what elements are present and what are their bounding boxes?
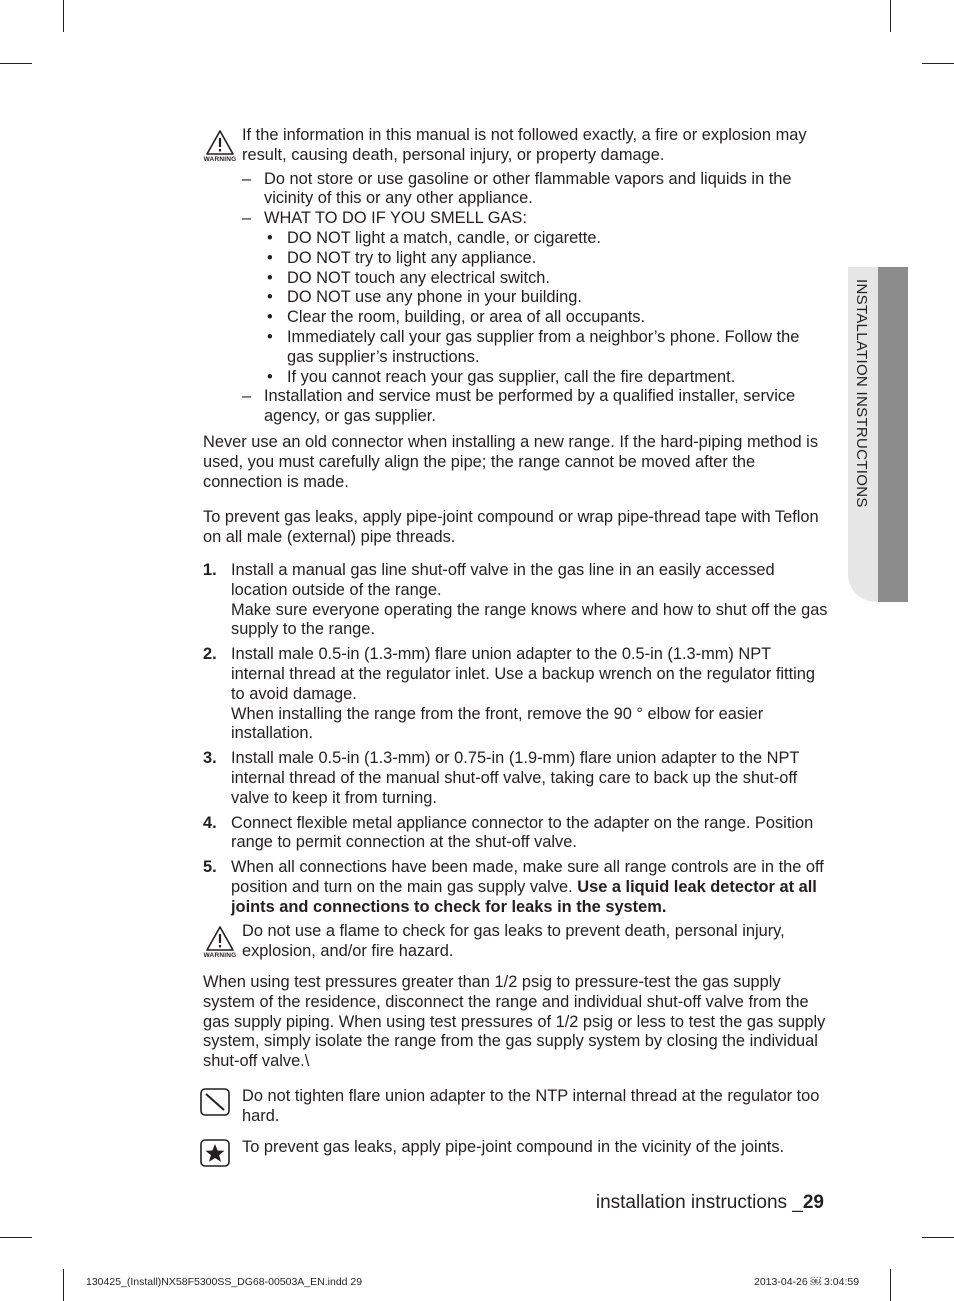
main-content (203, 126, 828, 1157)
warning-icon (200, 128, 240, 164)
slug-filename: 130425_(Install)NX58F5300SS_DG68-00503A_EN.indd 29 (86, 1276, 363, 1288)
list-item: • If you cannot reach your gas supplier, call the fire department. (267, 367, 736, 386)
step-item: 1. Install a manual gas line shut-off valve in the gas line in an easily accessed location outside of the range. Make sure everyone operating the range knows where and how to shut off the gas supply to the range. (203, 560, 828, 639)
install-steps (203, 561, 828, 918)
tip-note (203, 1138, 828, 1158)
warning-label: WARNING (203, 156, 237, 163)
crop-mark (922, 63, 954, 64)
list-item: • DO NOT touch any electrical switch. (267, 268, 550, 287)
list-item: • Clear the room, building, or area of all occupants. (267, 308, 646, 327)
crop-mark (63, 1269, 64, 1301)
star-icon (200, 1139, 230, 1167)
crop-mark (63, 0, 64, 32)
side-tab-dark (878, 267, 908, 602)
list-item: – Do not store or use gasoline or other flammable vapors and liquids in the vicinity of this or any other appliance. (242, 169, 792, 208)
slug-timestamp: 2013-04-26 ￼ 3:04:59 (754, 1276, 860, 1288)
step-item: 5. When all connections have been made, make sure all range controls are in the off position and turn on the main gas supply valve. Use a liquid leak detector at all joints and connections to check for leaks in the system. (203, 858, 824, 916)
note-text: To prevent gas leaks, apply pipe-joint compound in the vicinity of the joints. (242, 1137, 785, 1156)
step-item: 4. Connect flexible metal appliance connector to the adapter on the range. Position range to permit connection at the shut-off valve. (203, 813, 814, 852)
warning-block (203, 922, 828, 962)
crop-mark (0, 63, 32, 64)
crop-mark (890, 1269, 891, 1301)
list-item: • DO NOT light a match, candle, or cigarette. (267, 228, 601, 247)
list-item: – WHAT TO DO IF YOU SMELL GAS: • DO NOT light a match, candle, or cigarette. • DO NOT try to light any appliance. • DO NOT touch any electrical switch. • DO NOT use any phone in your building. • Clear the room, building, or area of all occupants. • Immediately call your gas supplier from a neighbor’s phone. Follow the gas supplier’s instructions. • If you cannot reach your gas supplier, call the fire department. (203, 209, 828, 387)
caution-note (203, 1087, 828, 1127)
gas-smell-list (264, 229, 828, 387)
list-item: • DO NOT use any phone in your building. (267, 288, 582, 307)
page-number: 29 (802, 1192, 824, 1213)
warning-text: Do not use a flame to check for gas leaks to prevent death, personal injury, explosion, and/or fire hazard. (242, 922, 785, 961)
step-item: 3. Install male 0.5-in (1.3-mm) or 0.75-in (1.9-mm) flare union adapter to the NPT internal thread of the manual shut-off valve, taking care to back up the shut-off valve to keep it from turning. (203, 749, 800, 807)
list-item: • DO NOT try to light any appliance. (267, 248, 537, 267)
paragraph: Never use an old connector when installing a new range. If the hard-piping method is used, you must carefully align the pipe; the range cannot be moved after the connection is made. (203, 432, 819, 491)
side-tab-label: INSTALLATION INSTRUCTIONS (853, 279, 870, 508)
page-footer (596, 1192, 824, 1214)
warning-label: WARNING (203, 952, 237, 960)
warning-icon (200, 924, 240, 960)
warning-text: If the information in this manual is not followed exactly, a fire or explosion may result, causing death, personal injury, or property damage. (242, 126, 807, 164)
crop-mark (0, 1237, 32, 1238)
list-item: – Installation and service must be performed by a qualified installer, service agency, or gas supplier. (242, 387, 796, 426)
warning-block (203, 126, 828, 166)
gas-safety-list (203, 170, 828, 427)
list-item: • Immediately call your gas supplier from a neighbor’s phone. Follow the gas supplier’s instructions. (267, 327, 800, 366)
step-item: 2. Install male 0.5-in (1.3-mm) flare union adapter to the 0.5-in (1.3-mm) NPT internal thread at the regulator inlet. Use a backup wrench on the regulator fitting to avoid damage. When installing the range from the front, remove the 90 ° elbow for easier installation. (203, 645, 816, 743)
caution-icon (200, 1088, 230, 1116)
crop-mark (922, 1237, 954, 1238)
crop-mark (890, 0, 891, 32)
footer-section: installation instructions _ (595, 1192, 803, 1213)
note-text: Do not tighten flare union adapter to the NTP internal thread at the regulator too hard. (242, 1087, 820, 1125)
section-side-tab (848, 267, 908, 602)
paragraph: To prevent gas leaks, apply pipe-joint compound or wrap pipe-thread tape with Teflon on all male (external) pipe threads. (203, 508, 819, 547)
paragraph: When using test pressures greater than 1/2 psig to pressure-test the gas supply system of the residence, disconnect the range and individual shut-off valve from the gas supply piping. When using test pressures of 1/2 psig or less to test the gas supply system, simply isolate the range from the gas supply system by closing the individual shut-off valve.\ (203, 973, 826, 1071)
